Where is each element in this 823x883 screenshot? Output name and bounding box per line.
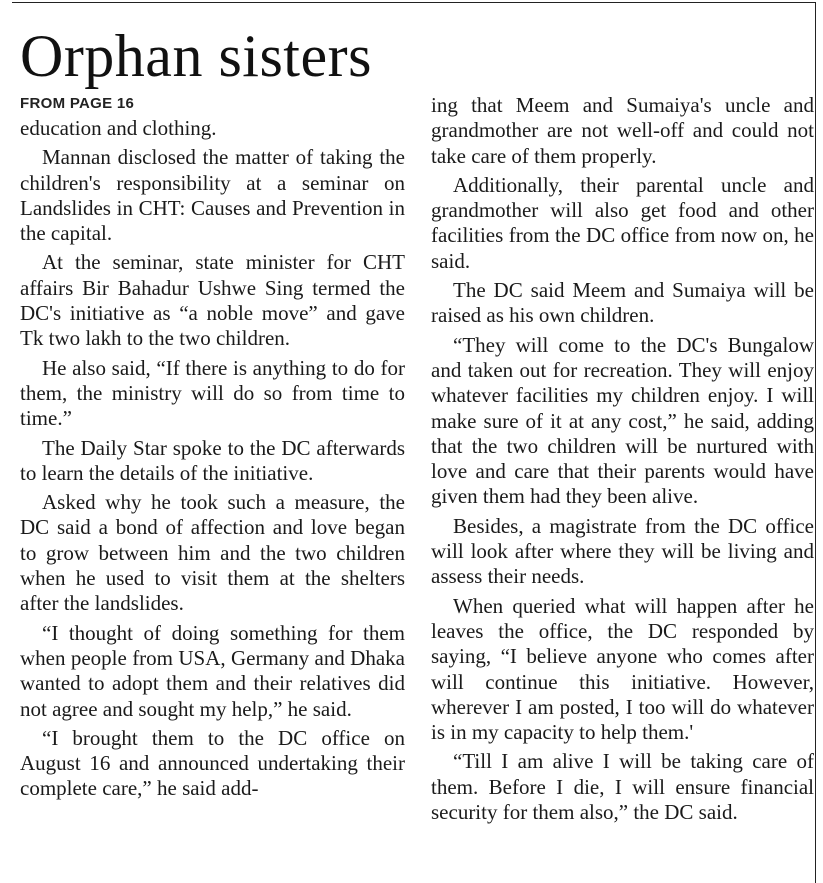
paragraph: When queried what will happen after he leaves the office, the DC responded by saying, “I believe anyone who comes after will continue this initiative. However, wherever I am posted, I too will do whatever is in my capacity to help them.' — [431, 593, 814, 745]
paragraph: “Till I am alive I will be taking care of them. Before I die, I will ensure financial security for them also,” the DC said. — [431, 749, 814, 825]
right-column — [431, 93, 814, 829]
paragraph: The DC said Meem and Sumaiya will be raised as his own children. — [431, 278, 814, 328]
paragraph: ing that Meem and Sumaiya's uncle and grandmother are not well-off and could not take care of them properly. — [431, 93, 814, 168]
top-border-rule — [12, 2, 815, 3]
paragraph: The Daily Star spoke to the DC afterwards to learn the details of the initiative. — [20, 435, 405, 485]
right-border-rule — [815, 2, 816, 883]
paragraph: “I thought of doing something for them when people from USA, Germany and Dhaka wanted to adopt them and their relatives did not agree and sought my help,” he said. — [20, 620, 405, 721]
paragraph: Mannan disclosed the matter of taking the children's responsibility at a seminar on Landslides in CHT: Causes and Prevention in the capital. — [20, 145, 405, 246]
paragraph: education and clothing. — [20, 116, 217, 140]
paragraph: “They will come to the DC's Bungalow and taken out for recreation. They will enjoy whatever facilities my children enjoy. I will make sure of it at any cost,” he said, adding that the two children will be nurtured with love and care that their parents would have given them had they been alive. — [431, 332, 814, 509]
left-column — [20, 93, 405, 806]
jump-line: FROM PAGE 16 — [20, 95, 135, 112]
paragraph: Besides, a magistrate from the DC office will look after where they will be living and assess their needs. — [431, 513, 814, 589]
paragraph: “I brought them to the DC office on August 16 and announced undertaking their complete care,” he said add- — [20, 725, 405, 801]
paragraph: He also said, “If there is anything to do for them, the ministry will do so from time to time.” — [20, 355, 405, 431]
paragraph: Additionally, their parental uncle and grandmother will also get food and other facilities from the DC office from now on, he said. — [431, 172, 814, 273]
paragraph: At the seminar, state minister for CHT affairs Bir Bahadur Ushwe Sing termed the DC's initiative as “a noble move” and gave Tk two lakh to the two children. — [20, 250, 405, 351]
headline: Orphan sisters — [20, 23, 372, 89]
paragraph: Asked why he took such a measure, the DC said a bond of affection and love began to grow between him and the two children when he used to visit them at the shelters after the landslides. — [20, 490, 405, 616]
